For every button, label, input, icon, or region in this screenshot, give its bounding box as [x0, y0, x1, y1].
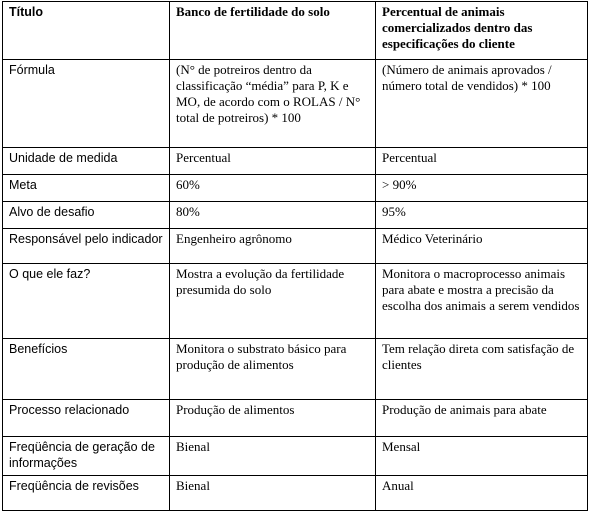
row-cell-col2: (N° de potreiros dentro da classificação “média” para P, K e MO, de acordo com o ROLAS / N° total de potreiros) * 100	[170, 60, 376, 148]
table-row	[3, 437, 588, 476]
row-label: Processo relacionado	[3, 400, 170, 437]
row-label: Fórmula	[3, 60, 170, 148]
row-cell-col3: Tem relação direta com satisfação de clientes	[376, 339, 588, 400]
row-cell-col2: Produção de alimentos	[170, 400, 376, 437]
indicator-table	[2, 1, 588, 511]
row-cell-col3: Produção de animais para abate	[376, 400, 588, 437]
table-row	[3, 202, 588, 229]
row-cell-col2: Engenheiro agrônomo	[170, 229, 376, 264]
row-cell-col2: 60%	[170, 175, 376, 202]
table-row	[3, 229, 588, 264]
table-row	[3, 175, 588, 202]
table-row	[3, 148, 588, 175]
table-row	[3, 400, 588, 437]
row-cell-col2: Bienal	[170, 437, 376, 476]
row-label: Benefícios	[3, 339, 170, 400]
row-cell-col2: Bienal	[170, 476, 376, 511]
header-col-titulo: Título	[3, 2, 170, 60]
row-cell-col3: Mensal	[376, 437, 588, 476]
header-col-banco-fertilidade: Banco de fertilidade do solo	[170, 2, 376, 60]
row-cell-col2: 80%	[170, 202, 376, 229]
row-label: Alvo de desafio	[3, 202, 170, 229]
row-cell-col3: Monitora o macroprocesso animais para abate e mostra a precisão da escolha dos animais a serem vendidos	[376, 264, 588, 339]
row-label: O que ele faz?	[3, 264, 170, 339]
header-col-percentual-animais: Percentual de animais comercializados dentro das especificações do cliente	[376, 2, 588, 60]
row-cell-col3: Anual	[376, 476, 588, 511]
row-label: Unidade de medida	[3, 148, 170, 175]
table-header-row	[3, 2, 588, 60]
row-cell-col2: Mostra a evolução da fertilidade presumida do solo	[170, 264, 376, 339]
table-row	[3, 339, 588, 400]
table-row	[3, 60, 588, 148]
row-cell-col3: > 90%	[376, 175, 588, 202]
row-cell-col3: Percentual	[376, 148, 588, 175]
table-row	[3, 264, 588, 339]
row-cell-col2: Percentual	[170, 148, 376, 175]
row-label: Responsável pelo indicador	[3, 229, 170, 264]
row-cell-col2: Monitora o substrato básico para produção de alimentos	[170, 339, 376, 400]
row-label: Meta	[3, 175, 170, 202]
row-cell-col3: Médico Veterinário	[376, 229, 588, 264]
row-label: Freqüência de geração de informações	[3, 437, 170, 476]
table-row	[3, 476, 588, 511]
row-cell-col3: 95%	[376, 202, 588, 229]
row-label: Freqüência de revisões	[3, 476, 170, 511]
row-cell-col3: (Número de animais aprovados / número total de vendidos) * 100	[376, 60, 588, 148]
